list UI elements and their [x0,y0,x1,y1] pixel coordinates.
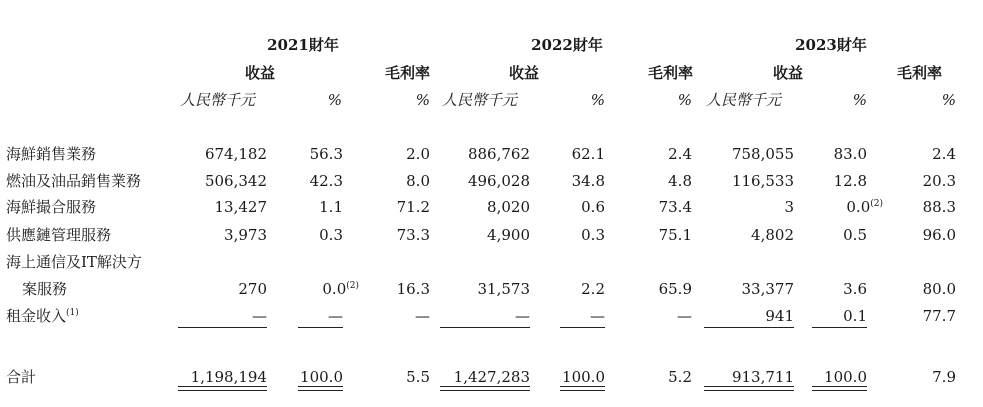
maritime-it-pct-2021: 0.0$^{(2)}$ [322,280,359,298]
seafood-matching-margin-2021: 71.2 [396,198,430,216]
row-label-seafood-matching: 海鮮撮合服務 [6,198,97,216]
maritime-it-revenue-2023: 33,377 [741,280,794,298]
maritime-it-revenue-2021: 270 [238,280,267,298]
rental-pct-2022: — [590,307,605,325]
rental-margin-2022: — [677,307,692,325]
year-header-2023: 2023財年 [795,36,867,54]
seafood-sales-pct-2023: 83.0 [833,145,867,163]
double-rule-revenue-2022 [440,386,530,391]
rental-margin-2023: 77.7 [922,307,956,325]
supply-chain-pct-2021: 0.3 [319,226,343,244]
fuel-sales-margin-2023: 20.3 [922,172,956,190]
supply-chain-margin-2022: 75.1 [658,226,692,244]
total-margin-2021: 5.5 [406,368,430,386]
maritime-it-pct-2022: 2.2 [581,280,605,298]
supply-chain-pct-2023: 0.5 [843,226,867,244]
rental-margin-2021: — [415,307,430,325]
row-label-supply-chain: 供應鏈管理服務 [6,226,112,244]
seafood-sales-pct-2022: 62.1 [571,145,605,163]
rental-revenue-2022: — [515,307,530,325]
seafood-sales-revenue-2022: 886,762 [467,145,530,163]
revenue-header-2022: 收益 [508,64,539,82]
total-revenue-2023: 913,711 [731,368,794,386]
unit-pct-margin-2022: % [677,91,692,109]
rental-revenue-2021: — [252,307,267,325]
maritime-it-margin-2023: 80.0 [922,280,956,298]
rental-pct-2021: — [328,307,343,325]
margin-header-2021: 毛利率 [384,64,430,82]
seafood-matching-revenue-2022: 8,020 [487,198,530,216]
supply-chain-revenue-2023: 4,802 [751,226,794,244]
row-label-seafood-sales: 海鮮銷售業務 [6,145,97,163]
maritime-it-revenue-2022: 31,573 [477,280,530,298]
row-label-rental: 租金收入$^{(1)}$ [6,307,79,325]
unit-rmb-2023: 人民幣千元 [706,91,782,109]
seafood-sales-pct-2021: 56.3 [309,145,343,163]
seafood-matching-margin-2022: 73.4 [658,198,692,216]
seafood-matching-pct-2022: 0.6 [581,198,605,216]
seafood-matching-revenue-2021: 13,427 [214,198,267,216]
rental-pct-2023: 0.1 [843,307,867,325]
row-label-maritime-it-line1: 海上通信及IT解決方 [6,253,142,271]
rule-pct-2023 [812,327,867,328]
unit-pct-margin-2023: % [941,91,956,109]
seafood-matching-pct-2021: 1.1 [319,198,343,216]
double-rule-pct-2022 [560,386,605,391]
unit-pct-2022: % [590,91,605,109]
double-rule-pct-2021 [298,386,343,391]
seafood-sales-revenue-2021: 674,182 [204,145,267,163]
supply-chain-margin-2021: 73.3 [396,226,430,244]
rental-revenue-2023: 941 [765,307,794,325]
supply-chain-revenue-2021: 3,973 [224,226,267,244]
maritime-it-margin-2022: 65.9 [658,280,692,298]
unit-rmb-2022: 人民幣千元 [442,91,518,109]
double-rule-revenue-2023 [704,386,794,391]
supply-chain-margin-2023: 96.0 [922,226,956,244]
total-revenue-2022: 1,427,283 [453,368,530,386]
unit-pct-2021: % [327,91,342,109]
row-label-maritime-it-line2: 案服務 [22,280,68,298]
row-label-fuel-sales: 燃油及油品銷售業務 [6,172,142,190]
fuel-sales-margin-2022: 4.8 [668,172,692,190]
rule-revenue-2022 [440,327,530,328]
fuel-sales-revenue-2021: 506,342 [204,172,267,190]
rule-revenue-2021 [178,327,267,328]
fuel-sales-pct-2022: 34.8 [571,172,605,190]
revenue-header-2023: 收益 [772,64,803,82]
fuel-sales-pct-2023: 12.8 [833,172,867,190]
total-pct-2022: 100.0 [562,368,605,386]
total-revenue-2021: 1,198,194 [190,368,267,386]
year-header-2021: 2021財年 [267,36,339,54]
seafood-sales-margin-2022: 2.4 [668,145,692,163]
seafood-sales-margin-2023: 2.4 [932,145,956,163]
unit-pct-margin-2021: % [415,91,430,109]
double-rule-pct-2023 [812,386,867,391]
seafood-sales-revenue-2023: 758,055 [731,145,794,163]
total-pct-2023: 100.0 [824,368,867,386]
total-margin-2022: 5.2 [668,368,692,386]
unit-pct-2023: % [852,91,867,109]
double-rule-revenue-2021 [178,386,267,391]
fuel-sales-pct-2021: 42.3 [309,172,343,190]
fuel-sales-revenue-2023: 116,533 [731,172,794,190]
rule-revenue-2023 [704,327,794,328]
unit-rmb-2021: 人民幣千元 [180,91,256,109]
seafood-matching-pct-2023: 0.0$^{(2)}$ [846,198,883,216]
supply-chain-revenue-2022: 4,900 [487,226,530,244]
maritime-it-pct-2023: 3.6 [843,280,867,298]
total-pct-2021: 100.0 [300,368,343,386]
revenue-header-2021: 收益 [244,64,275,82]
margin-header-2023: 毛利率 [896,64,942,82]
row-label-total: 合計 [6,368,37,386]
maritime-it-margin-2021: 16.3 [396,280,430,298]
supply-chain-pct-2022: 0.3 [581,226,605,244]
seafood-matching-margin-2023: 88.3 [922,198,956,216]
rule-pct-2021 [298,327,343,328]
fuel-sales-revenue-2022: 496,028 [467,172,530,190]
fuel-sales-margin-2021: 8.0 [406,172,430,190]
margin-header-2022: 毛利率 [647,64,693,82]
seafood-sales-margin-2021: 2.0 [406,145,430,163]
seafood-matching-revenue-2023: 3 [784,198,794,216]
rule-pct-2022 [560,327,605,328]
year-header-2022: 2022財年 [531,36,603,54]
total-margin-2023: 7.9 [932,368,956,386]
